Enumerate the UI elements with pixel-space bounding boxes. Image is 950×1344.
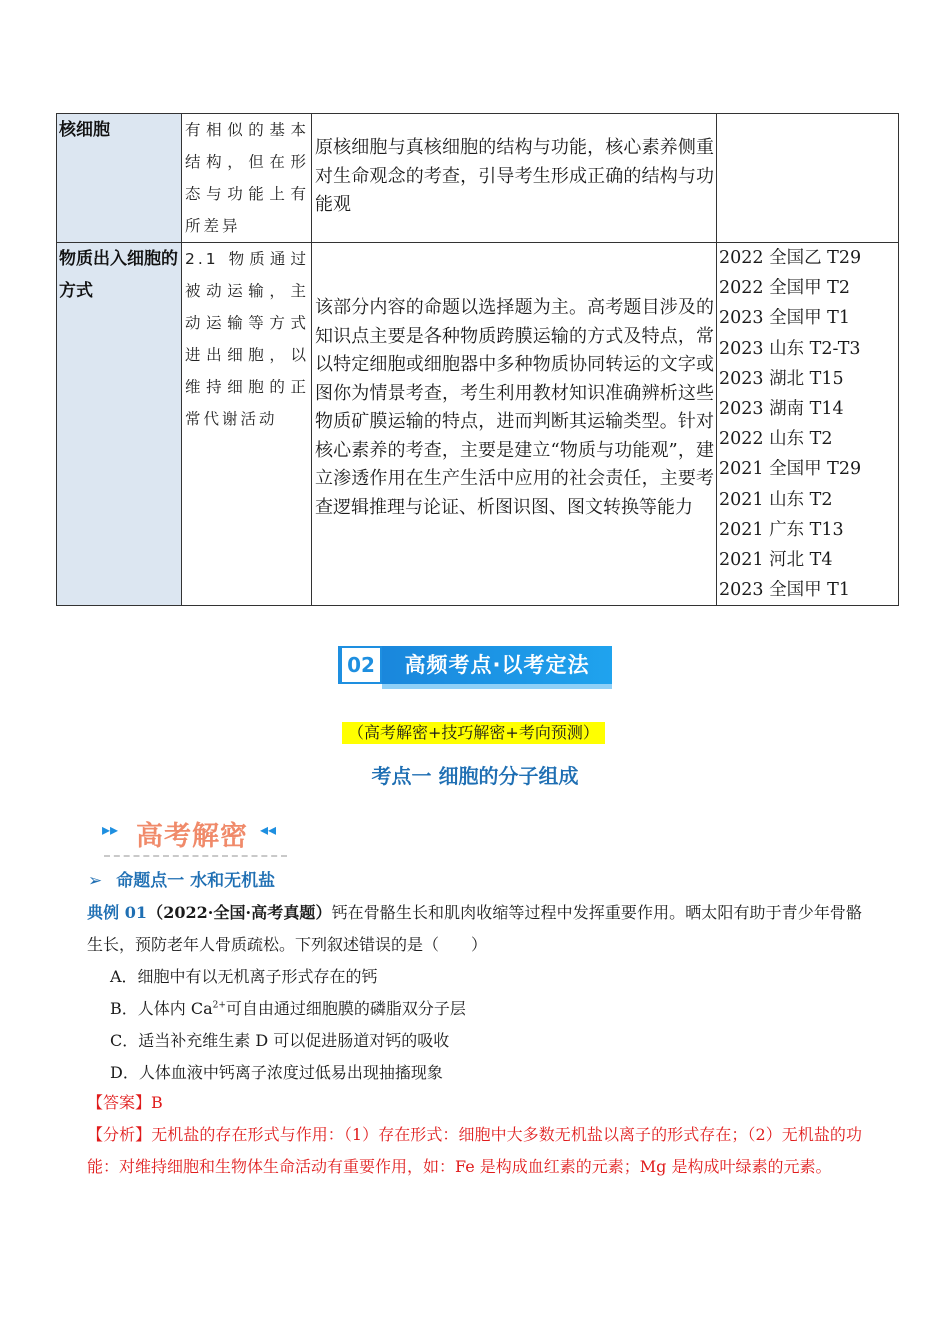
section-divider — [104, 855, 287, 857]
exam-year-item: 2021 山东 T2 — [719, 489, 833, 510]
banner-underline — [382, 684, 612, 689]
example-stem — [87, 897, 862, 961]
section-header — [100, 812, 290, 858]
section-banner — [338, 640, 612, 690]
description-text: 该部分内容的命题以选择题为主。高考题目涉及的知识点主要是各种物质跨膜运输的方式及特点，常以特定细胞或细胞器中多种物质协同转运的文字或图你为情景考查，考生利用教材知识准确辨析这些物质矿膜运输的特点，进而判断其运输类型。针对核心素养的考查，主要是建立“物质与功能观”，建立渗透作用在生产生活中应用的社会责任，主要考查逻辑推理与论证、析图识图、图文转换等能力 — [315, 297, 714, 518]
option-b-text-start: B．人体内 Ca — [110, 999, 213, 1018]
topic-cell — [57, 243, 182, 606]
example-question: 钙在骨骼生长和肌肉收缩等过程中发挥重要作用。晒太阳有助于青少年骨骼生长，预防老年人骨质疏松。下列叙述错误的是（ ） — [87, 903, 862, 954]
exam-year-item: 2023 湖南 T14 — [719, 399, 844, 420]
exam-year-item: 2022 山东 T2 — [719, 429, 833, 450]
exam-year-item: 2021 河北 T4 — [719, 550, 833, 571]
topic-text: 核细胞 — [59, 120, 110, 140]
option-d: D．人体血液中钙离子浓度过低易出现抽搐现象 — [110, 1063, 443, 1082]
exam-year-item: 2021 全国甲 T29 — [719, 459, 862, 480]
double-arrow-right-icon: ▸▸ — [102, 820, 119, 839]
exam-year-item: 2021 广东 T13 — [719, 519, 844, 540]
requirement-cell — [182, 243, 312, 606]
exam-year-item: 2023 山东 T2-T3 — [719, 338, 861, 359]
analysis-text: 【分析】无机盐的存在形式与作用：（1）存在形式：细胞中大多数无机盐以离子的形式存在；（2）无机盐的功能：对维持细胞和生物体生命活动有重要作用，如：Fe 是构成血红素的元素；Mg 是构成叶绿素的元素。 — [87, 1125, 862, 1176]
kaodian-title: 考点一 细胞的分子组成 — [371, 764, 579, 788]
exam-year-item: 2023 全国甲 T1 — [719, 580, 850, 601]
table-row — [57, 243, 899, 606]
years-cell — [717, 114, 899, 243]
exam-year-list — [717, 243, 898, 605]
exam-year-item: 2023 湖北 T15 — [719, 368, 844, 389]
description-text: 原核细胞与真核细胞的结构与功能，核心素养侧重对生命观念的考查，引导考生形成正确的结构与功能观 — [315, 137, 714, 215]
option-b — [110, 993, 466, 1025]
double-arrow-left-icon: ◂◂ — [260, 820, 277, 839]
example-source: （2022·全国·高考真题） — [147, 903, 332, 922]
exam-year-item: 2022 全国乙 T29 — [719, 248, 862, 268]
exam-year-item: 2023 全国甲 T1 — [719, 308, 850, 329]
table-row — [57, 114, 899, 243]
banner-title: 高频考点·以考定法 — [382, 646, 612, 684]
option-b-text-end: 可自由通过细胞膜的磷脂双分子层 — [225, 999, 466, 1018]
requirement-cell — [182, 114, 312, 243]
point-title: 命题点一 水和无机盐 — [116, 871, 276, 891]
answer-text: 【答案】B — [87, 1093, 163, 1112]
banner-number: 02 — [338, 646, 382, 684]
requirement-text: 有相似的基本结构，但在形态与功能上有所差异 — [185, 121, 309, 235]
requirement-text: 2.1 物质通过被动运输，主动运输等方式进出细胞，以维持细胞的正常代谢活动 — [185, 250, 309, 428]
topic-cell — [57, 114, 182, 243]
description-cell — [312, 243, 717, 606]
topic-text: 物质出入细胞的方式 — [59, 249, 178, 301]
option-b-superscript: 2+ — [212, 1000, 226, 1011]
subtitle-highlight: （高考解密+技巧解密+考向预测） — [342, 722, 605, 744]
section-title: 高考解密 — [136, 821, 248, 852]
exam-year-item: 2022 全国甲 T2 — [719, 278, 850, 299]
years-cell — [717, 243, 899, 606]
point-heading — [88, 866, 275, 891]
syllabus-table — [56, 113, 899, 606]
arrow-bullet-icon: ➢ — [88, 871, 103, 891]
option-a: A．细胞中有以无机离子形式存在的钙 — [110, 967, 378, 986]
option-c: C．适当补充维生素 D 可以促进肠道对钙的吸收 — [110, 1031, 450, 1050]
description-cell — [312, 114, 717, 243]
example-label: 典例 01 — [87, 903, 148, 922]
